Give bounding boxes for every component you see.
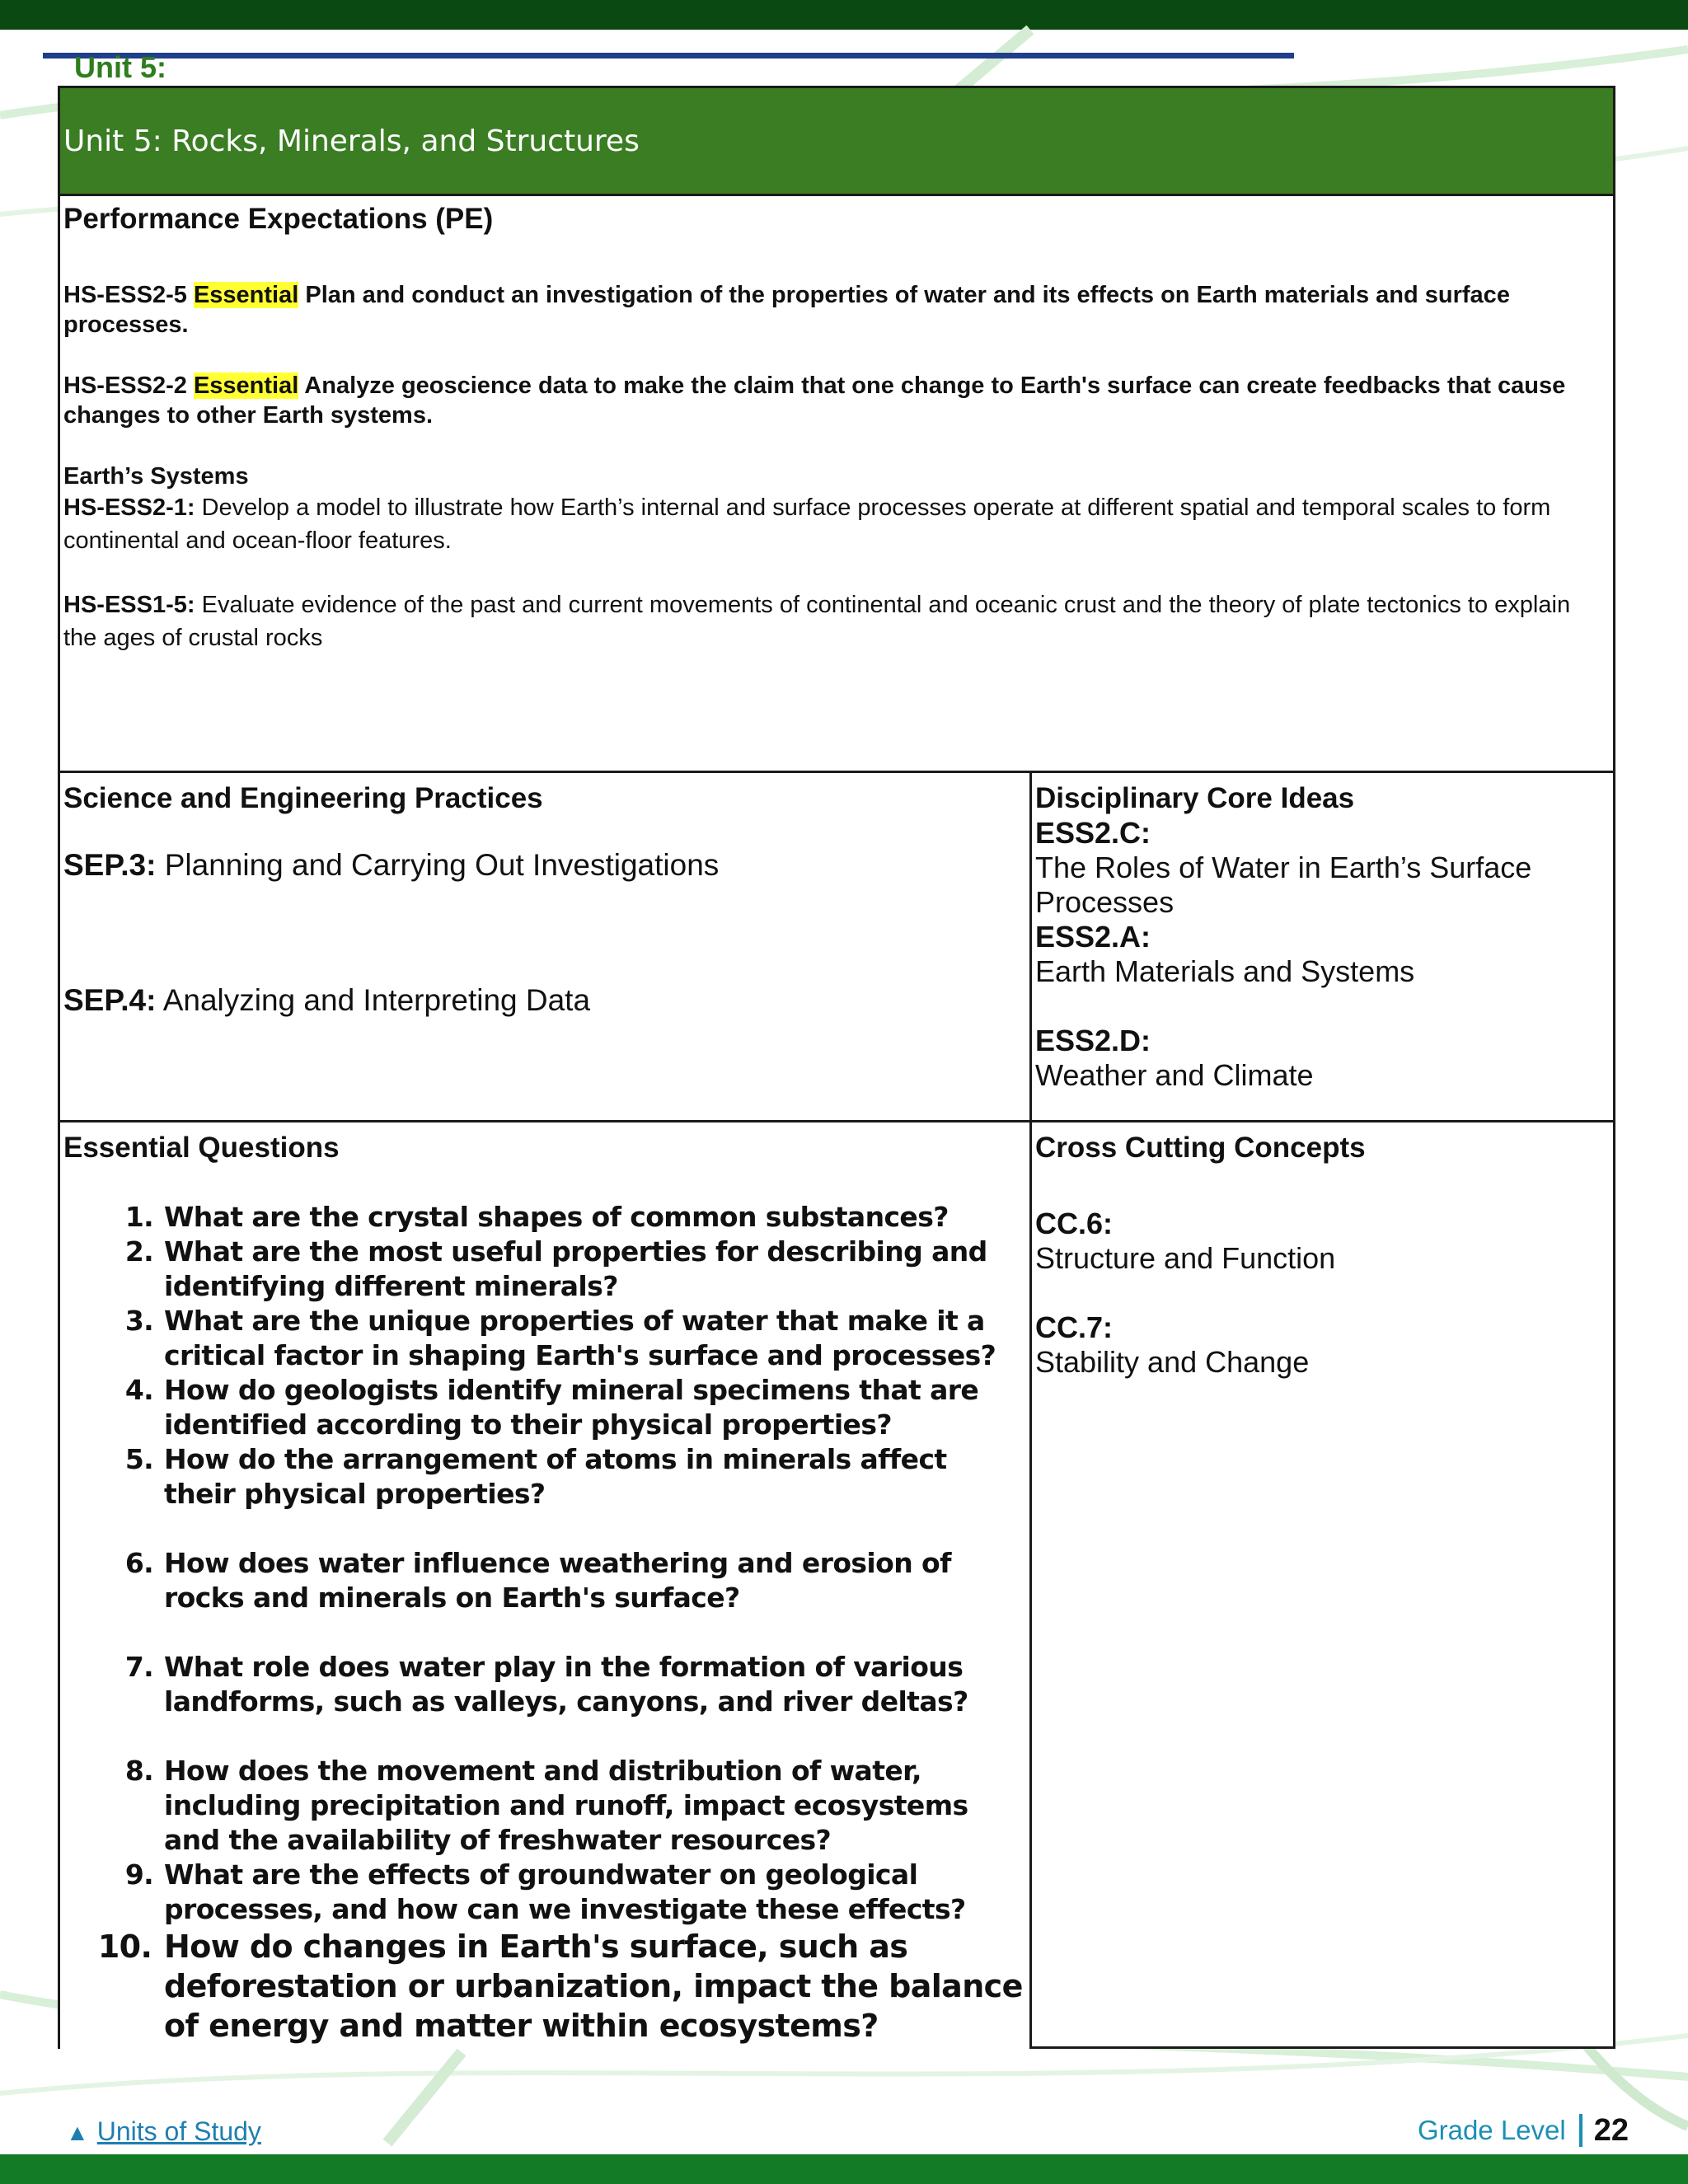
question-item: 2. What are the most useful properties for describing and identifying different minerals? [162, 1235, 1026, 1304]
units-of-study-link[interactable] [66, 2115, 261, 2149]
question-item: 6. How does water influence weathering and erosion of rocks and minerals on Earth's surface? [162, 1546, 1026, 1615]
pe-subheading: Earth’s Systems [63, 463, 249, 490]
dci-text: Weather and Climate [1035, 1058, 1314, 1092]
unit-title: Unit 5: Rocks, Minerals, and Structures [63, 124, 640, 158]
pe-item [63, 280, 1610, 340]
grade-level-label: Grade Level [1417, 2115, 1566, 2145]
dci-code: ESS2.A: [1035, 920, 1151, 954]
pe-item-code: HS-ESS2-5 [63, 282, 187, 308]
question-item: 5. How do the arrangement of atoms in minerals affect their physical properties? [162, 1442, 1026, 1511]
pe-standard [63, 588, 1610, 654]
page-number: 22 [1593, 2112, 1629, 2148]
pe-heading: Performance Expectations (PE) [63, 203, 494, 235]
essential-tag: Essential [193, 373, 299, 399]
question-item: 7. What role does water play in the formation of various landforms, such as valleys, canyons, and river deltas? [162, 1650, 1026, 1719]
pe-item-text: Plan and conduct an investigation of the properties of water and its effects on Earth materials and surface processes. [63, 282, 1510, 338]
units-of-study-link-text[interactable]: Units of Study [96, 2116, 261, 2146]
question-item: 4. How do geologists identify mineral specimens that are identified according to their physical properties? [162, 1373, 1026, 1442]
dci-text: Earth Materials and Systems [1035, 954, 1415, 988]
pe-item [63, 371, 1610, 430]
question-item: 3. What are the unique properties of water that make it a critical factor in shaping Earth's surface and processes? [162, 1304, 1026, 1373]
disciplinary-core-ideas-cell [1029, 773, 1615, 1122]
unit-label: Unit 5: [74, 50, 166, 84]
dci-text: The Roles of Water in Earth’s Surface Processes [1035, 851, 1532, 919]
ccc-heading: Cross Cutting Concepts [1035, 1132, 1366, 1164]
sep-heading: Science and Engineering Practices [63, 782, 543, 814]
science-engineering-practices-cell [58, 773, 1032, 1122]
footer-divider [1579, 2114, 1582, 2147]
pe-standard-code: HS-ESS2-1: [63, 494, 195, 521]
essential-tag: Essential [193, 282, 299, 308]
page-footer [1418, 2111, 1629, 2149]
question-item: 9. What are the effects of groundwater on geological processes, and how can we investigate these effects? [162, 1858, 1026, 1927]
performance-expectations-cell [58, 196, 1615, 773]
essential-questions-list [63, 1200, 1026, 2046]
header-rule [43, 53, 1294, 59]
dci-code: ESS2.D: [1035, 1024, 1151, 1057]
ccc-code: CC.7: [1035, 1310, 1114, 1344]
question-item: 8. How does the movement and distribution of water, including precipitation and runoff, impact ecosystems and the availability of freshwater resources? [162, 1754, 1026, 1858]
question-item: 10. How do changes in Earth's surface, such as deforestation or urbanization, impact the balance of energy and matter within ecosystems? [162, 1927, 1026, 2046]
pe-standard-text: Evaluate evidence of the past and current movements of continental and oceanic crust and the theory of plate tectonics to explain the ages of crustal rocks [63, 592, 1571, 651]
pe-item-code: HS-ESS2-2 [63, 373, 187, 399]
sep-code: SEP.3: [63, 848, 157, 882]
pe-standard [63, 491, 1610, 557]
cross-cutting-concepts-cell [1029, 1122, 1615, 2049]
essential-questions-cell [58, 1122, 1032, 2049]
ccc-text: Structure and Function [1035, 1241, 1336, 1275]
ccc-text: Stability and Change [1035, 1345, 1310, 1379]
triangle-up-icon: ▲ [66, 2120, 89, 2145]
pe-standard-code: HS-ESS1-5: [63, 592, 195, 618]
pe-item-text: Analyze geoscience data to make the claim that one change to Earth's surface can create feedbacks that cause changes to other Earth systems. [63, 373, 1566, 429]
sep-code: SEP.4: [63, 983, 157, 1017]
eq-heading: Essential Questions [63, 1132, 340, 1164]
sep-text: Planning and Carrying Out Investigations [164, 848, 720, 882]
sep-text: Analyzing and Interpreting Data [162, 983, 591, 1017]
unit-title-bar [58, 86, 1615, 196]
pe-standard-text: Develop a model to illustrate how Earth’s internal and surface processes operate at different spatial and temporal scales to form continental and ocean-floor features. [63, 494, 1551, 554]
bottom-band [0, 2154, 1688, 2184]
dci-heading: Disciplinary Core Ideas [1035, 782, 1355, 814]
sep-item [63, 847, 1026, 883]
question-item: 1. What are the crystal shapes of common substances? [162, 1200, 1026, 1235]
dci-code: ESS2.C: [1035, 816, 1151, 850]
ccc-code: CC.6: [1035, 1207, 1114, 1240]
sep-item [63, 982, 1026, 1019]
